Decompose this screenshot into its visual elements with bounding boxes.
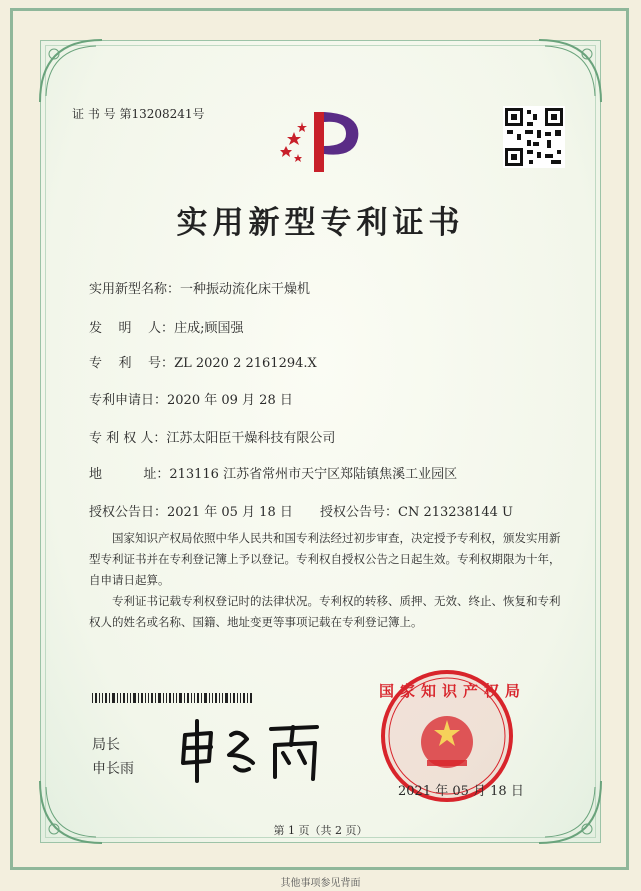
seal-date: 2021 年 05 月 18 日: [398, 784, 524, 799]
field-value: ZL 2020 2 2161294.X: [174, 356, 317, 371]
patentee: [89, 427, 335, 446]
field-label: 专 利 号：: [89, 356, 175, 371]
grant-date: [89, 501, 293, 520]
signatory-name: 申长雨: [92, 761, 134, 777]
back-note: 其他事项参见背面: [280, 878, 361, 889]
field-value: 一种振动流化床干燥机: [180, 282, 311, 297]
grant-statement: 国家知识产权局依照中华人民共和国专利法经过初步审查，决定授予专利权，颁发实用新型专利证书并在专利登记簿上予以登记。专利权自授权公告之日起生效。专利权期限为十年，自申请日起算。: [89, 531, 561, 587]
field-label: 专利申请日：: [89, 393, 168, 408]
inventor: [89, 317, 243, 336]
patent-number: [89, 352, 317, 371]
legal-status-note: 专利证书记载专利权登记时的法律状况。专利权的转移、质押、无效、终止、恢复和专利权人的姓名或名称、国籍、地址变更等事项记载在专利登记簿上。: [89, 594, 561, 629]
utility-model-name: [89, 278, 310, 297]
certificate-number: 证 书 号 第13208241号: [72, 107, 205, 121]
signature-title: 局长: [92, 737, 120, 753]
filing-date: [89, 389, 293, 408]
grant-number: [320, 501, 513, 520]
field-value: 213116 江苏省常州市天宁区郑陆镇焦溪工业园区: [169, 467, 458, 482]
field-value: 2020 年 09 月 28 日: [167, 393, 293, 408]
field-label: 地 址：: [89, 467, 170, 482]
address: [89, 463, 457, 482]
field-value: 庄成;顾国强: [174, 321, 244, 336]
qr-code: [503, 106, 565, 168]
corner-ornament: [36, 36, 106, 106]
seal-text: 国家知识产权局: [379, 682, 527, 700]
field-label: 专 利 权 人：: [89, 431, 167, 446]
field-value: 江苏太阳臣干燥科技有限公司: [166, 431, 336, 446]
page-title: 实用新型专利证书: [176, 205, 465, 241]
cnipa-logo: [272, 102, 368, 174]
page-number: 第 1 页（共 2 页）: [273, 824, 368, 837]
corner-ornament: [535, 36, 605, 106]
barcode: [92, 688, 252, 698]
field-label: 授权公告号：: [320, 505, 399, 520]
field-label: 授权公告日：: [89, 505, 168, 520]
field-value: CN 213238144 U: [398, 505, 513, 520]
field-value: 2021 年 05 月 18 日: [167, 505, 293, 520]
field-label: 发 明 人：: [89, 321, 175, 336]
handwritten-signature: [175, 715, 325, 785]
field-label: 实用新型名称：: [89, 282, 181, 297]
